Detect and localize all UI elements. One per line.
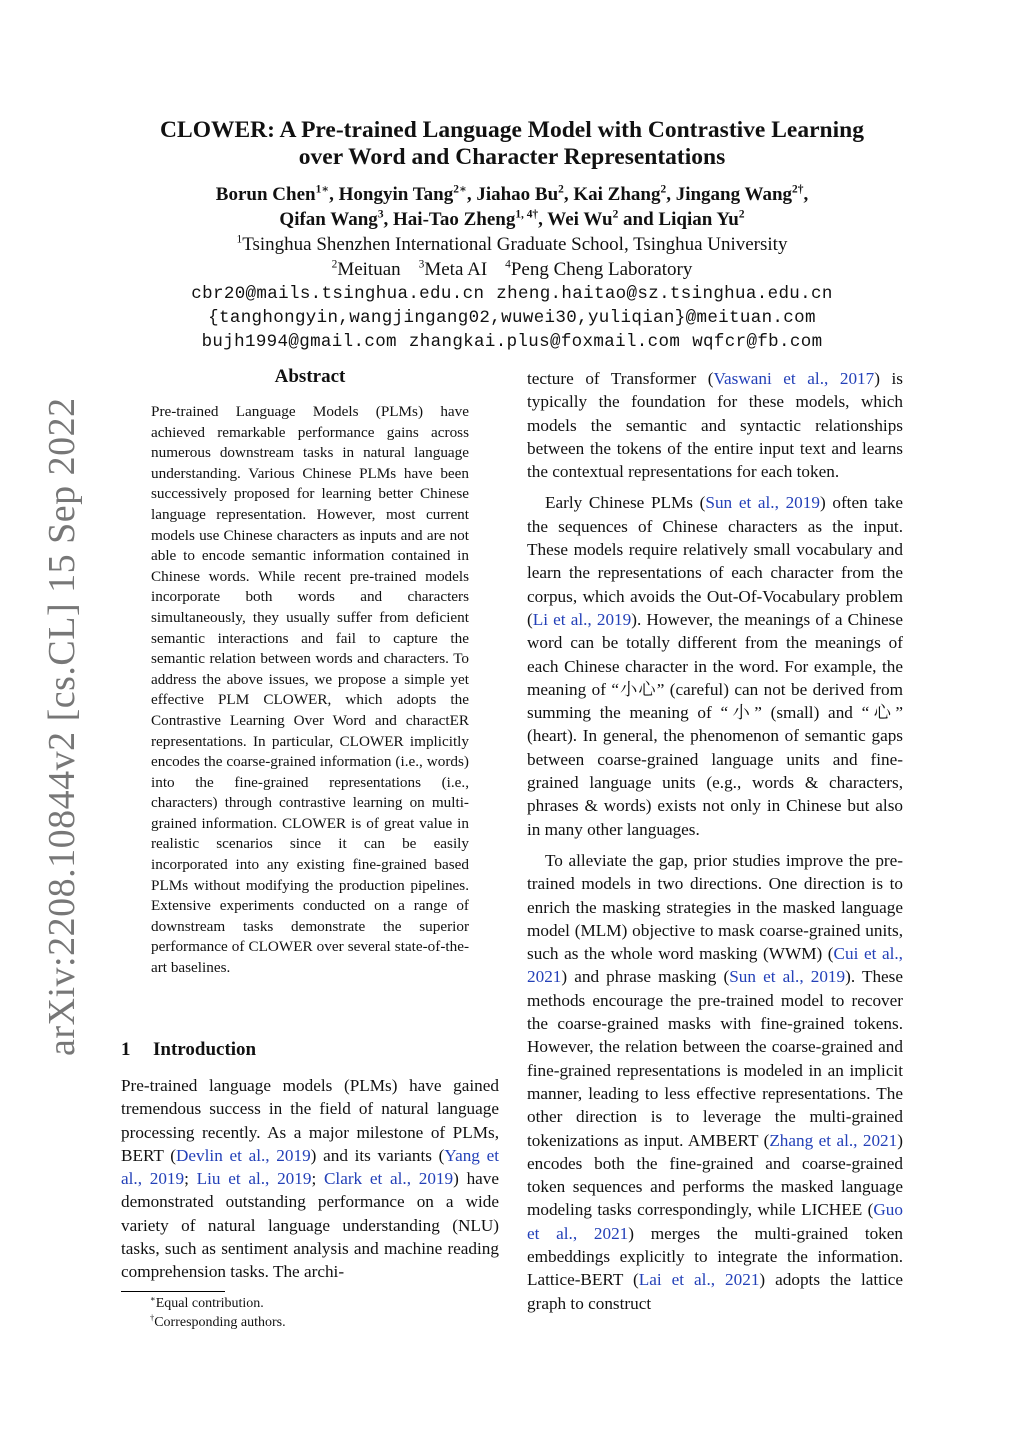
citation-link[interactable]: Liu et al., 2019 [196,1169,312,1189]
body-text: ) and phrase masking ( [561,967,730,987]
author-name: Hai-Tao Zheng [393,209,516,230]
author-line-1 [0,182,1024,207]
citation-link[interactable]: Sun et al., 2019 [729,967,846,987]
footnote-mark: † [150,1313,155,1323]
email-line-3 [0,330,1024,354]
body-text: ). These methods encourage the pre-trained model to recover the coarse-grained masks with fine-grained tokens. However, the relation between the coarse-grained and fine-grained representations is modeled in an implicit manner, leading to less effective representations. The other direction is to leverage the multi-grained tokenizations as input. AMBERT ( [527,967,903,1150]
affiliation: Tsinghua Shenzhen International Graduate School, Tsinghua University [242,234,788,255]
author-sep: , [563,184,574,205]
section-number: 1 [121,1039,131,1060]
title-line-1: CLOWER: A Pre-trained Language Model with Contrastive Learning [160,117,864,143]
affil-sup: 2 [331,258,338,271]
paragraph [527,367,903,483]
author-sup: 1∗ [315,183,330,196]
abstract-text: Pre-trained Language Models (PLMs) have achieved remarkable performance gains across numerous downstream tasks in natural language understanding. Various Chinese PLMs have been successively proposed for learning better Chinese language representation. However, most current models use Chinese characters as inputs and are not able to encode semantic information contained in Chinese words. While recent pre-trained models incorporate both words and characters simultaneously, they usually suffer from deficient semantic interactions and fail to capture the semantic relation between words and characters. To address the above issues, we propose a simple yet effective PLM CLOWER, which adopts the Contrastive Learning Over Word and charactER representations. In particular, CLOWER implicitly encodes the coarse-grained information (i.e., words) into the fine-grained representations (i.e., characters) through contrastive learning on multi-grained information. CLOWER is of great value in realistic scenarios since it can be easily incorporated into any existing fine-grained based PLMs without modifying the production pipelines. Extensive experiments conducted on a range of downstream tasks demonstrate the superior performance of CLOWER over several state-of-the-art baselines. [151,403,469,977]
affiliation: Meta AI [424,259,488,280]
author-sep: , [803,184,809,205]
author-sup: 2 [738,208,745,221]
author-name: Wei Wu [547,209,613,230]
footnote-text: Equal contribution. [155,1296,264,1311]
footnotes [150,1294,286,1332]
footnote-mark: ∗ [150,1294,156,1304]
author-sup: 1, 4† [515,208,539,221]
paper-title [0,117,1024,171]
affiliation-line-2 [0,257,1024,282]
footnote-corresponding [150,1313,286,1332]
affil-sup: 3 [418,258,425,271]
author-sep: and [618,209,659,230]
citation-link[interactable]: Cui et al., 2021 [527,944,903,987]
body-text: ) have demonstrated outstanding performance on a wide variety of natural language understanding (NLU) tasks, such as sentiment analysis and machine reading comprehension tasks. The archi- [121,1169,500,1282]
author-name: Jingang Wang [675,184,793,205]
body-text: ) often take the sequences of Chinese characters as the input. These models require relatively small vocabulary and learn the representations of each character from the corpus, which avoids the Out-Of-Vocabulary problem ( [527,493,903,629]
email[interactable]: {tanghongyin,wangjingang02,wuwei30,yuliqian}@meituan.com [208,308,816,328]
abstract-heading: Abstract [274,366,346,387]
citation-link[interactable]: Sun et al., 2019 [705,493,820,513]
citation-link[interactable]: Clark et al., 2019 [323,1169,454,1189]
email[interactable]: bujh1994@gmail.com [201,332,397,352]
section-title: Introduction [153,1039,257,1060]
body-text: ) is typically the foundation for these models, which models the semantic and syntactic relationships between the tokens of the entire input text and learns the contextual representations for each token. [527,369,903,482]
citation-link[interactable]: Li et al., 2019 [532,609,632,629]
author-name: Liqian Yu [658,209,739,230]
affiliation: Meituan [337,259,401,280]
body-text: ; [311,1169,324,1189]
email-line-2 [0,306,1024,330]
author-name: Borun Chen [215,184,316,205]
body-text: Early Chinese PLMs ( [545,493,706,513]
paragraph [527,849,903,1315]
affil-sup: 1 [236,233,243,246]
affil-sup: 4 [505,258,511,271]
author-sep: , [329,184,339,205]
citation-link[interactable]: Lai et al., 2021 [638,1270,760,1290]
author-name: Kai Zhang [573,184,661,205]
author-line-2 [0,207,1024,232]
author-sep: , [666,184,676,205]
email-list [0,282,1024,354]
footnote-text: Corresponding authors. [154,1315,286,1330]
section-heading-introduction [121,1037,256,1063]
left-column [121,364,499,979]
citation-link[interactable]: Zhang et al., 2021 [769,1130,898,1150]
body-text: tecture of Transformer ( [527,369,714,388]
citation-link[interactable]: Devlin et al., 2019 [176,1145,311,1165]
author-name: Qifan Wang [279,209,378,230]
body-text: ) merges the multi-grained token embeddings explicitly to integrate the information. Lattice-BERT ( [527,1223,904,1290]
body-text: To alleviate the gap, prior studies improve the pre-trained models in two directions. One direction is to enrich the masking strategies in the masked language model (MLM) objective to mask coarse-grained units, such as the whole word masking (WWM) ( [527,850,903,964]
footnote-divider [121,1291,225,1292]
body-text: ; [184,1169,197,1189]
author-sep: , [383,209,394,230]
body-text: ) and its variants ( [310,1145,445,1165]
email[interactable]: wqfcr@fb.com [692,332,823,352]
affiliation-line-1 [0,232,1024,257]
affiliation: Peng Cheng Laboratory [510,259,693,280]
citation-link[interactable]: Guo et al., 2021 [527,1200,903,1243]
author-list [0,182,1024,232]
body-text: ). However, the meanings of a Chinese word can be totally different from the meanings of each Chinese character in the word. For example, the meaning of “小心” (careful) can not be derived from summing the meaning of “小” (small) and “心” (heart). In general, the phenomenon of semantic gaps between coarse-grained language units and fine-grained language units (e.g., words & characters, phrases & words) exists not only in Chinese but also in many other languages. [527,609,903,839]
footnote-equal-contribution [150,1294,286,1313]
author-sup: 2† [792,183,804,196]
email[interactable]: cbr20@mails.tsinghua.edu.cn [191,284,485,304]
citation-link[interactable]: Yang et al., 2019 [121,1145,499,1189]
citation-link[interactable]: Vaswani et al., 2017 [713,369,875,388]
email-line-1 [0,282,1024,306]
body-text: ) adopts the lattice graph to construct [527,1270,903,1313]
affiliations [0,232,1024,282]
author-name: Hongyin Tang [338,184,454,205]
right-column [527,367,903,1323]
author-sep: , [538,209,548,230]
author-sup: 3 [377,208,384,221]
author-sup: 2 [660,183,667,196]
author-name: Jiahao Bu [476,184,559,205]
intro-paragraph [121,1074,499,1284]
author-sup: 2∗ [453,183,467,196]
author-sep: , [466,184,477,205]
arxiv-identifier: arXiv:2208.10844v2 [cs.CL] 15 Sep 2022 [41,397,83,1056]
email[interactable]: zhangkai.plus@foxmail.com [408,332,681,352]
body-text: Pre-trained language models (PLMs) have gained tremendous success in the field of natural language processing recently. As a major milestone of PLMs, BERT ( [121,1076,499,1165]
author-sup: 2 [612,208,619,221]
email[interactable]: zheng.haitao@sz.tsinghua.edu.cn [496,284,833,304]
paragraph [527,491,903,840]
title-line-2: over Word and Character Representations [298,144,726,170]
author-sup: 2 [558,183,564,196]
body-text: ) encodes both the fine-grained and coarse-grained token sequences and performs the masked language modeling tasks correspondingly, while LICHEE ( [527,1130,903,1220]
